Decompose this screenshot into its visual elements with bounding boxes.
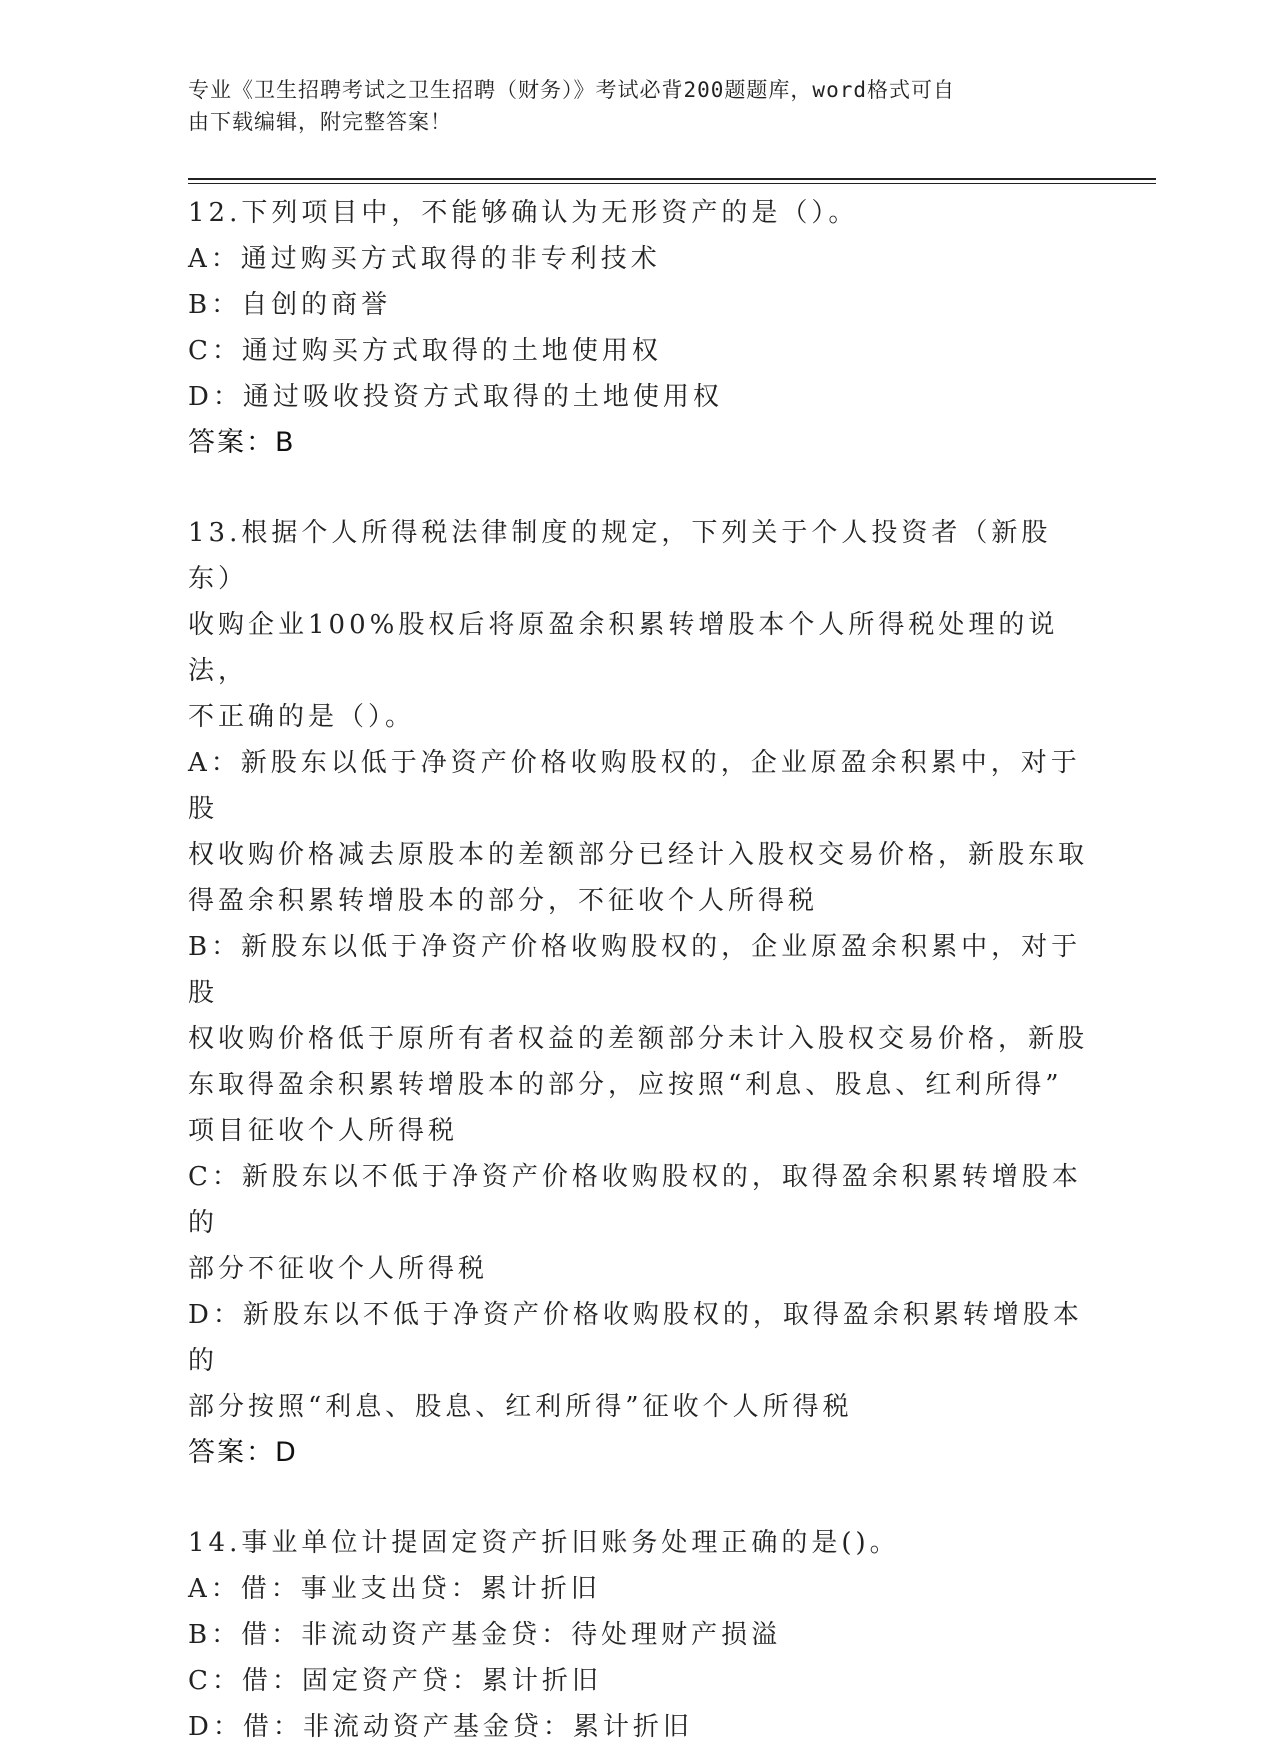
option-d: D：借：非流动资产基金贷：累计折旧 [188,1712,693,1742]
option-b-line-1: B：新股东以低于净资产价格收购股权的，企业原盈余积累中，对于股 [188,932,1082,1008]
option-a: A：通过购买方式取得的非专利技术 [188,244,661,274]
option-b: B：自创的商誉 [188,290,392,320]
document-header [188,74,1068,138]
option-b: B：借：非流动资产基金贷：待处理财产损溢 [188,1620,782,1650]
header-line-2: 由下载编辑，附完整答案！ [188,110,452,134]
answer-line: 答案：B [188,427,296,458]
option-a-line-3: 得盈余积累转增股本的部分，不征收个人所得税 [188,886,819,916]
option-c-line-1: C：新股东以不低于净资产价格收购股权的，取得盈余积累转增股本的 [188,1162,1082,1238]
option-b-line-2: 权收购价格低于原所有者权益的差额部分未计入股权交易价格，新股 [188,1024,1089,1054]
question-stem-line-1: 13.根据个人所得税法律制度的规定，下列关于个人投资者（新股东） [188,518,1052,594]
header-divider-thick [188,178,1156,180]
header-divider-thin [188,183,1156,184]
question-stem-line-2: 收购企业100%股权后将原盈余积累转增股本个人所得税处理的说法， [188,610,1059,686]
option-d-line-2: 部分按照“利息、股息、红利所得”征收个人所得税 [188,1392,853,1422]
option-d-line-1: D：新股东以不低于净资产价格收购股权的，取得盈余积累转增股本的 [188,1300,1083,1376]
option-c-line-2: 部分不征收个人所得税 [188,1254,489,1284]
option-d: D：通过吸收投资方式取得的土地使用权 [188,382,723,412]
answer-line: 答案：D [188,1437,298,1468]
question-stem: 14.事业单位计提固定资产折旧账务处理正确的是()。 [188,1528,900,1558]
question-12 [188,190,1088,466]
document-body [188,190,1088,1750]
option-c: C：借：固定资产贷：累计折旧 [188,1666,602,1696]
option-a-line-1: A：新股东以低于净资产价格收购股权的，企业原盈余积累中，对于股 [188,748,1081,824]
option-a-line-2: 权收购价格减去原股本的差额部分已经计入股权交易价格，新股东取 [188,840,1089,870]
option-b-line-3: 东取得盈余积累转增股本的部分，应按照“利息、股息、红利所得” [188,1070,1063,1100]
header-line-1: 专业《卫生招聘考试之卫生招聘（财务）》考试必背200题题库，word格式可自 [188,78,955,102]
option-c: C：通过购买方式取得的土地使用权 [188,336,662,366]
question-stem-line-3: 不正确的是（）。 [188,702,416,732]
option-a: A：借：事业支出贷：累计折旧 [188,1574,601,1604]
option-b-line-4: 项目征收个人所得税 [188,1116,459,1146]
question-13 [188,510,1088,1476]
question-14 [188,1520,1088,1750]
question-stem: 12.下列项目中，不能够确认为无形资产的是（）。 [188,198,859,228]
